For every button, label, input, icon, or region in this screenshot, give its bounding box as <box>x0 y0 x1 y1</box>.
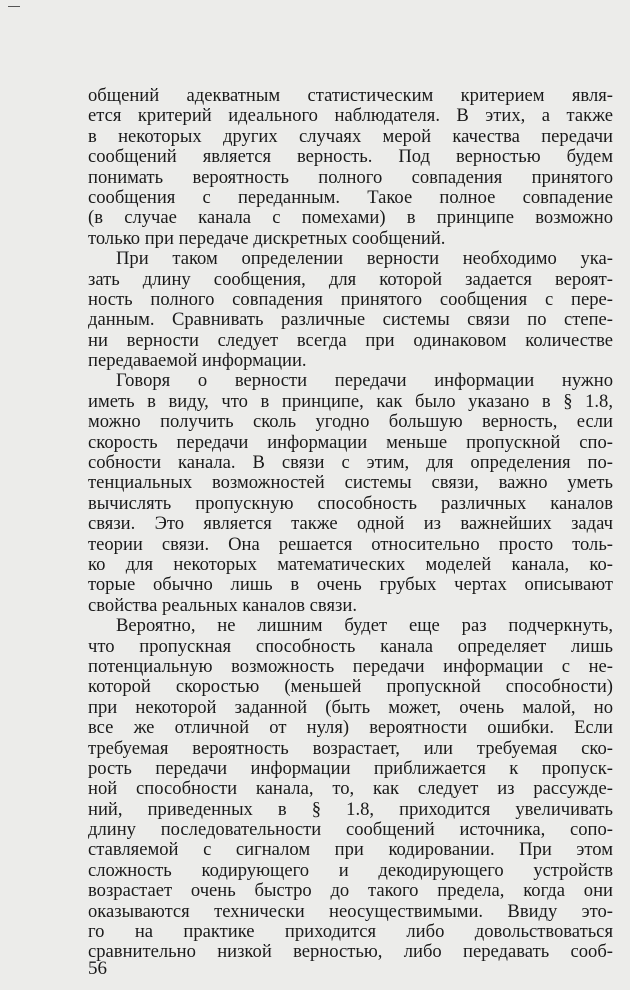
page-number: 56 <box>88 958 107 979</box>
text-line: при некоторой заданной (быть может, очень малой, но <box>88 696 613 718</box>
text-line: (в случае канала с помехами) в принципе возможно <box>88 207 613 229</box>
text-line: понимать вероятность полного совпадения принятого <box>88 166 613 188</box>
text-line: При таком определении верности необходимо ука- <box>116 248 613 270</box>
text-line: передаваемой информации. <box>88 350 307 372</box>
text-line: все же отличной от нуля) вероятности ошибки. Если <box>88 717 613 739</box>
text-line: возрастает очень быстро до такого предела, когда они <box>88 880 613 902</box>
text-line: ется критерий идеального наблюдателя. В этих, а также <box>88 105 613 127</box>
text-line: тенциальных возможностей системы связи, важно уметь <box>88 472 613 494</box>
corner-mark <box>8 6 20 7</box>
text-line: ной способности канала, то, как следует из рассужде- <box>88 778 613 800</box>
paragraph <box>88 616 613 963</box>
text-line: сообщения с переданным. Такое полное совпадение <box>88 186 613 208</box>
text-line: потенциальную возможность передачи информации с не- <box>88 655 613 677</box>
text-line: вычислять пропускную способность различных каналов <box>88 492 613 514</box>
text-line: что пропускная способность канала определяет лишь <box>88 635 613 657</box>
body-text <box>88 86 613 963</box>
text-line: скорость передачи информации меньше пропускной спо- <box>88 431 613 453</box>
text-line: иметь в виду, что в принципе, как было указано в § 1.8, <box>88 390 613 412</box>
text-line: данным. Сравнивать различные системы связи по степе- <box>88 309 613 331</box>
text-line: в некоторых других случаях мерой качества передачи <box>88 125 613 147</box>
text-line: требуемая вероятность возрастает, или требуемая ско- <box>88 737 613 759</box>
text-line: оказываются технически неосуществимыми. Ввиду это- <box>88 900 613 922</box>
text-line: можно получить сколь угодно большую верность, если <box>88 411 613 433</box>
text-line: сложность кодирующего и декодирующего устройств <box>88 859 613 881</box>
text-line: Вероятно, не лишним будет еще раз подчеркнуть, <box>116 615 613 637</box>
text-line: рость передачи информации приближается к пропуск- <box>88 757 613 779</box>
text-line: зать длину сообщения, для которой задается вероят- <box>88 268 613 290</box>
text-line: свойства реальных каналов связи. <box>88 594 357 616</box>
text-line: ставляемой с сигналом при кодировании. При этом <box>88 839 613 861</box>
paragraph <box>88 86 613 249</box>
text-line: длину последовательности сообщений источника, сопо- <box>88 819 613 841</box>
text-line: сравнительно низкой верностью, либо передавать сооб- <box>88 941 613 963</box>
text-line: ни верности следует всегда при одинаковом количестве <box>88 329 613 351</box>
text-line: торые обычно лишь в очень грубых чертах описывают <box>88 574 613 596</box>
text-line: сообщений является верность. Под верностью будем <box>88 146 613 168</box>
paragraph <box>88 371 613 616</box>
paragraph <box>88 249 613 371</box>
text-line: ний, приведенных в § 1.8, приходится увеличивать <box>88 798 613 820</box>
text-line: связи. Это является также одной из важнейших задач <box>88 513 613 535</box>
text-line: общений адекватным статистическим критерием явля- <box>88 85 613 106</box>
text-line: Говоря о верности передачи информации нужно <box>116 370 613 392</box>
text-line: го на практике приходится либо довольствоваться <box>88 921 613 943</box>
text-line: ность полного совпадения принятого сообщения с пере- <box>88 288 613 310</box>
text-line: собности канала. В связи с этим, для определения по- <box>88 452 613 474</box>
text-line: которой скоростью (меньшей пропускной способности) <box>88 676 613 698</box>
text-line: ко для некоторых математических моделей канала, ко- <box>88 553 613 575</box>
text-line: только при передаче дискретных сообщений. <box>88 227 446 249</box>
text-line: теории связи. Она решается относительно просто толь- <box>88 533 613 555</box>
